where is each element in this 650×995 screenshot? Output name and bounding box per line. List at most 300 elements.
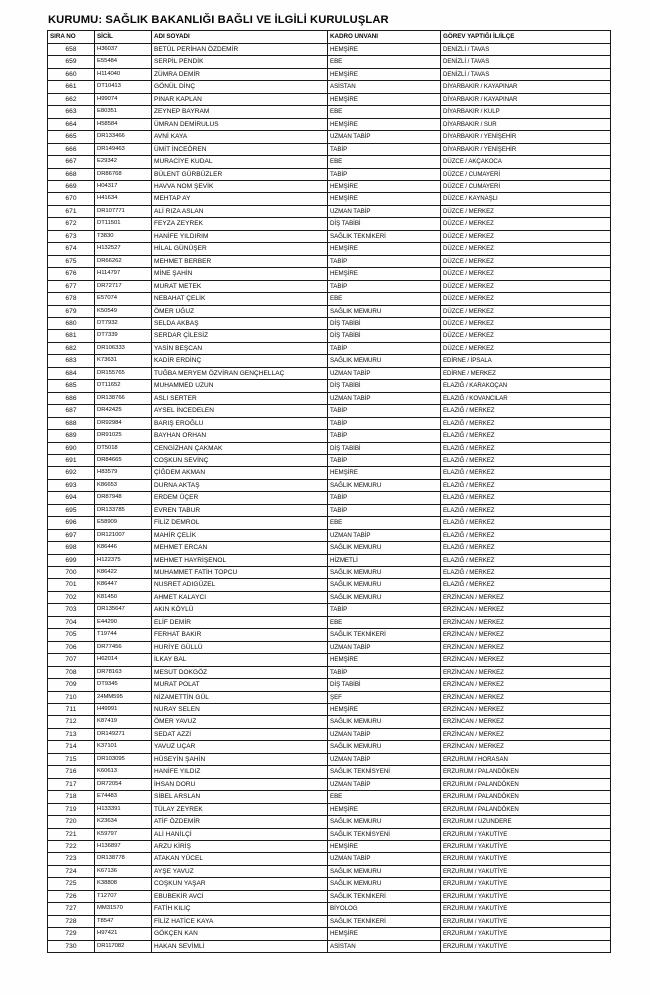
table-row bbox=[48, 641, 611, 653]
cell-gorev: ELAZIĞ / MERKEZ bbox=[441, 479, 611, 491]
cell-sicil: E55484 bbox=[95, 56, 152, 68]
cell-sira: 720 bbox=[48, 816, 95, 828]
cell-gorev: ELAZIĞ / MERKEZ bbox=[441, 567, 611, 579]
cell-kadro: HİZMETLİ bbox=[328, 554, 441, 566]
cell-kadro: EBE bbox=[328, 106, 441, 118]
cell-sira: 717 bbox=[48, 778, 95, 790]
cell-kadro: DİŞ TABİBİ bbox=[328, 218, 441, 230]
cell-sira: 679 bbox=[48, 305, 95, 317]
cell-sira: 697 bbox=[48, 529, 95, 541]
table-row bbox=[48, 355, 611, 367]
table-row bbox=[48, 106, 611, 118]
table-row bbox=[48, 903, 611, 915]
cell-sicil: DR117082 bbox=[95, 940, 152, 952]
cell-kadro: SAĞLIK MEMURU bbox=[328, 741, 441, 753]
cell-ad: NEBAHAT ÇELİK bbox=[152, 293, 328, 305]
cell-gorev: ELAZIĞ / MERKEZ bbox=[441, 454, 611, 466]
cell-gorev: DÜZCE / KAYNAŞLI bbox=[441, 193, 611, 205]
cell-kadro: ASİSTAN bbox=[328, 940, 441, 952]
cell-sicil: T3830 bbox=[95, 230, 152, 242]
cell-kadro: TABİP bbox=[328, 492, 441, 504]
table-row bbox=[48, 542, 611, 554]
cell-sira: 685 bbox=[48, 380, 95, 392]
cell-kadro: SAĞLIK TEKNİKERİ bbox=[328, 230, 441, 242]
cell-sicil: K86653 bbox=[95, 479, 152, 491]
cell-ad: EBUBEKİR AVCİ bbox=[152, 890, 328, 902]
cell-gorev: ERZURUM / YAKUTİYE bbox=[441, 841, 611, 853]
cell-gorev: DENİZLİ / TAVAS bbox=[441, 44, 611, 56]
cell-kadro: DİŞ TABİBİ bbox=[328, 442, 441, 454]
cell-sicil: E80351 bbox=[95, 106, 152, 118]
cell-ad: PINAR KAPLAN bbox=[152, 93, 328, 105]
cell-ad: BAYHAN ORHAN bbox=[152, 430, 328, 442]
cell-gorev: ERZURUM / YAKUTİYE bbox=[441, 878, 611, 890]
cell-kadro: HEMŞİRE bbox=[328, 44, 441, 56]
cell-sicil: DR77456 bbox=[95, 641, 152, 653]
cell-gorev: ERZURUM / YAKUTİYE bbox=[441, 865, 611, 877]
cell-sicil: DR84665 bbox=[95, 454, 152, 466]
cell-kadro: SAĞLIK MEMURU bbox=[328, 542, 441, 554]
cell-ad: HİLAL GÜNÜŞER bbox=[152, 243, 328, 255]
cell-sicil: DR42425 bbox=[95, 405, 152, 417]
cell-gorev: ERZURUM / PALANDÖKEN bbox=[441, 803, 611, 815]
cell-sicil: DR87948 bbox=[95, 492, 152, 504]
cell-sicil: T12707 bbox=[95, 890, 152, 902]
cell-kadro: DİŞ TABİBİ bbox=[328, 330, 441, 342]
table-row bbox=[48, 679, 611, 691]
cell-gorev: DÜZCE / AKÇAKOCA bbox=[441, 156, 611, 168]
cell-gorev: ELAZIĞ / KOVANCILAR bbox=[441, 392, 611, 404]
cell-kadro: SAĞLIK MEMURU bbox=[328, 305, 441, 317]
cell-sicil: K86422 bbox=[95, 567, 152, 579]
cell-sira: 706 bbox=[48, 641, 95, 653]
table-row bbox=[48, 928, 611, 940]
cell-kadro: UZMAN TABİP bbox=[328, 853, 441, 865]
cell-sira: 665 bbox=[48, 131, 95, 143]
cell-sicil: DR72054 bbox=[95, 778, 152, 790]
cell-kadro: HEMŞİRE bbox=[328, 841, 441, 853]
cell-sicil: DR78163 bbox=[95, 666, 152, 678]
cell-sira: 704 bbox=[48, 616, 95, 628]
cell-sira: 673 bbox=[48, 230, 95, 242]
cell-gorev: DÜZCE / MERKEZ bbox=[441, 317, 611, 329]
cell-kadro: SAĞLIK MEMURU bbox=[328, 355, 441, 367]
cell-sira: 681 bbox=[48, 330, 95, 342]
cell-sicil: DT5018 bbox=[95, 442, 152, 454]
table-row bbox=[48, 118, 611, 130]
cell-ad: MEHTAP AY bbox=[152, 193, 328, 205]
cell-ad: ELİF DEMİR bbox=[152, 616, 328, 628]
cell-kadro: HEMŞİRE bbox=[328, 467, 441, 479]
table-row bbox=[48, 766, 611, 778]
cell-gorev: DİYARBAKIR / SUR bbox=[441, 118, 611, 130]
cell-gorev: DÜZCE / MERKEZ bbox=[441, 205, 611, 217]
cell-sicil: H49991 bbox=[95, 704, 152, 716]
cell-ad: ÖMER YAVUZ bbox=[152, 716, 328, 728]
cell-gorev: ELAZIĞ / MERKEZ bbox=[441, 504, 611, 516]
cell-ad: ALİ RIZA ASLAN bbox=[152, 205, 328, 217]
cell-gorev: DÜZCE / MERKEZ bbox=[441, 218, 611, 230]
table-row bbox=[48, 629, 611, 641]
cell-sicil: H58584 bbox=[95, 118, 152, 130]
cell-sira: 658 bbox=[48, 44, 95, 56]
cell-gorev: ELAZIĞ / MERKEZ bbox=[441, 467, 611, 479]
cell-ad: ZEYNEP BAYRAM bbox=[152, 106, 328, 118]
cell-ad: DURNA AKTAŞ bbox=[152, 479, 328, 491]
cell-gorev: ERZURUM / YAKUTİYE bbox=[441, 928, 611, 940]
cell-gorev: DİYARBAKIR / KULP bbox=[441, 106, 611, 118]
cell-ad: MUHAMMED UZUN bbox=[152, 380, 328, 392]
cell-gorev: ELAZIĞ / KARAKOÇAN bbox=[441, 380, 611, 392]
cell-kadro: HEMŞİRE bbox=[328, 704, 441, 716]
cell-kadro: SAĞLIK MEMURU bbox=[328, 865, 441, 877]
cell-ad: HAVVA NOM ŞEVİK bbox=[152, 180, 328, 192]
cell-sicil: K50549 bbox=[95, 305, 152, 317]
cell-sira: 710 bbox=[48, 691, 95, 703]
cell-sicil: K67136 bbox=[95, 865, 152, 877]
cell-ad: SİBEL ARSLAN bbox=[152, 791, 328, 803]
cell-kadro: SAĞLIK MEMURU bbox=[328, 816, 441, 828]
table-row bbox=[48, 579, 611, 591]
table-row bbox=[48, 180, 611, 192]
cell-gorev: ERZURUM / PALANDÖKEN bbox=[441, 778, 611, 790]
cell-sicil: H36037 bbox=[95, 44, 152, 56]
cell-sicil: H97421 bbox=[95, 928, 152, 940]
cell-ad: FATİH KILIÇ bbox=[152, 903, 328, 915]
cell-sira: 718 bbox=[48, 791, 95, 803]
cell-sira: 678 bbox=[48, 293, 95, 305]
cell-gorev: ELAZIĞ / MERKEZ bbox=[441, 579, 611, 591]
cell-sicil: H132527 bbox=[95, 243, 152, 255]
cell-kadro: UZMAN TABİP bbox=[328, 641, 441, 653]
table-row bbox=[48, 317, 611, 329]
cell-sira: 716 bbox=[48, 766, 95, 778]
cell-kadro: HEMŞİRE bbox=[328, 180, 441, 192]
cell-sicil: E44290 bbox=[95, 616, 152, 628]
cell-ad: ATAKAN YÜCEL bbox=[152, 853, 328, 865]
cell-gorev: ERZURUM / YAKUTİYE bbox=[441, 890, 611, 902]
cell-ad: BÜLENT GÜRBÜZLER bbox=[152, 168, 328, 180]
cell-gorev: EDİRNE / İPSALA bbox=[441, 355, 611, 367]
table-row bbox=[48, 193, 611, 205]
cell-sira: 711 bbox=[48, 704, 95, 716]
cell-sira: 722 bbox=[48, 841, 95, 853]
cell-gorev: DİYARBAKIR / KAYAPINAR bbox=[441, 81, 611, 93]
cell-sira: 700 bbox=[48, 567, 95, 579]
cell-ad: YAVUZ UÇAR bbox=[152, 741, 328, 753]
cell-sira: 728 bbox=[48, 915, 95, 927]
cell-sicil: DT9345 bbox=[95, 679, 152, 691]
cell-sicil: DR92984 bbox=[95, 417, 152, 429]
table-row bbox=[48, 156, 611, 168]
cell-gorev: ELAZIĞ / MERKEZ bbox=[441, 442, 611, 454]
cell-gorev: DİYARBAKIR / YENİŞEHİR bbox=[441, 131, 611, 143]
table-row bbox=[48, 704, 611, 716]
cell-ad: ALİ HANİLÇİ bbox=[152, 828, 328, 840]
table-row bbox=[48, 305, 611, 317]
cell-sira: 699 bbox=[48, 554, 95, 566]
cell-kadro: TABİP bbox=[328, 504, 441, 516]
table-row bbox=[48, 828, 611, 840]
cell-gorev: ERZİNCAN / MERKEZ bbox=[441, 741, 611, 753]
cell-sira: 688 bbox=[48, 417, 95, 429]
cell-sicil: DR138778 bbox=[95, 853, 152, 865]
cell-sicil: H99074 bbox=[95, 93, 152, 105]
cell-ad: MURAT METEK bbox=[152, 280, 328, 292]
cell-gorev: ERZURUM / YAKUTİYE bbox=[441, 903, 611, 915]
cell-ad: KADİR ERDİNÇ bbox=[152, 355, 328, 367]
cell-kadro: HEMŞİRE bbox=[328, 93, 441, 105]
table-row bbox=[48, 93, 611, 105]
cell-ad: MUHAMMET FATİH TOPCU bbox=[152, 567, 328, 579]
cell-sira: 684 bbox=[48, 367, 95, 379]
cell-ad: SELDA AKBAŞ bbox=[152, 317, 328, 329]
cell-ad: FİLİZ DEMROL bbox=[152, 517, 328, 529]
table-row bbox=[48, 816, 611, 828]
table-row bbox=[48, 753, 611, 765]
table-row bbox=[48, 405, 611, 417]
cell-sira: 703 bbox=[48, 604, 95, 616]
cell-ad: SEDAT AZZİ bbox=[152, 728, 328, 740]
cell-ad: MAHİR ÇELİK bbox=[152, 529, 328, 541]
cell-kadro: EBE bbox=[328, 293, 441, 305]
cell-kadro: EBE bbox=[328, 56, 441, 68]
cell-kadro: UZMAN TABİP bbox=[328, 367, 441, 379]
cell-sira: 669 bbox=[48, 180, 95, 192]
cell-sicil: T8547 bbox=[95, 915, 152, 927]
cell-sira: 723 bbox=[48, 853, 95, 865]
cell-gorev: DÜZCE / MERKEZ bbox=[441, 243, 611, 255]
table-row bbox=[48, 666, 611, 678]
cell-sicil: K23634 bbox=[95, 816, 152, 828]
cell-gorev: ERZİNCAN / MERKEZ bbox=[441, 641, 611, 653]
cell-sicil: H04317 bbox=[95, 180, 152, 192]
cell-sicil: H62014 bbox=[95, 654, 152, 666]
cell-sira: 729 bbox=[48, 928, 95, 940]
cell-sira: 680 bbox=[48, 317, 95, 329]
cell-gorev: DÜZCE / MERKEZ bbox=[441, 342, 611, 354]
cell-sicil: MM31570 bbox=[95, 903, 152, 915]
cell-ad: BARIŞ EROĞLU bbox=[152, 417, 328, 429]
table-row bbox=[48, 691, 611, 703]
cell-gorev: ERZİNCAN / MERKEZ bbox=[441, 591, 611, 603]
cell-gorev: ERZURUM / UZUNDERE bbox=[441, 816, 611, 828]
cell-sicil: E29342 bbox=[95, 156, 152, 168]
cell-kadro: ŞEF bbox=[328, 691, 441, 703]
cell-sira: 690 bbox=[48, 442, 95, 454]
cell-kadro: HEMŞİRE bbox=[328, 243, 441, 255]
personnel-table bbox=[47, 30, 611, 953]
cell-sicil: E74483 bbox=[95, 791, 152, 803]
table-row bbox=[48, 143, 611, 155]
cell-kadro: EBE bbox=[328, 156, 441, 168]
cell-kadro: SAĞLIK TEKNİKERİ bbox=[328, 890, 441, 902]
table-row bbox=[48, 81, 611, 93]
cell-sicil: DR149271 bbox=[95, 728, 152, 740]
table-row bbox=[48, 654, 611, 666]
cell-sira: 664 bbox=[48, 118, 95, 130]
cell-gorev: ERZİNCAN / MERKEZ bbox=[441, 666, 611, 678]
table-row bbox=[48, 728, 611, 740]
table-row bbox=[48, 878, 611, 890]
cell-sicil: DR91025 bbox=[95, 430, 152, 442]
cell-kadro: TABİP bbox=[328, 454, 441, 466]
cell-sicil: DR86768 bbox=[95, 168, 152, 180]
cell-sira: 724 bbox=[48, 865, 95, 877]
cell-ad: ÖMER UĞUZ bbox=[152, 305, 328, 317]
cell-gorev: ERZURUM / YAKUTİYE bbox=[441, 940, 611, 952]
cell-sira: 698 bbox=[48, 542, 95, 554]
cell-gorev: DİYARBAKIR / KAYAPINAR bbox=[441, 93, 611, 105]
column-header-adi-soyadi: ADI SOYADI bbox=[152, 31, 328, 44]
table-row bbox=[48, 168, 611, 180]
table-row bbox=[48, 567, 611, 579]
cell-ad: HANİFE YILDIZ bbox=[152, 766, 328, 778]
table-row bbox=[48, 367, 611, 379]
table-row bbox=[48, 380, 611, 392]
cell-sira: 695 bbox=[48, 504, 95, 516]
cell-kadro: UZMAN TABİP bbox=[328, 131, 441, 143]
cell-gorev: DÜZCE / CUMAYERİ bbox=[441, 168, 611, 180]
cell-ad: AYŞE YAVUZ bbox=[152, 865, 328, 877]
table-row bbox=[48, 392, 611, 404]
cell-sicil: DR155765 bbox=[95, 367, 152, 379]
cell-ad: AYSEL İNCEDELEN bbox=[152, 405, 328, 417]
cell-ad: MURAT POLAT bbox=[152, 679, 328, 691]
cell-gorev: ERZİNCAN / MERKEZ bbox=[441, 716, 611, 728]
cell-gorev: ERZURUM / PALANDÖKEN bbox=[441, 791, 611, 803]
cell-sicil: DT11652 bbox=[95, 380, 152, 392]
cell-ad: COŞKUN SEVİNÇ bbox=[152, 454, 328, 466]
cell-sicil: DR133466 bbox=[95, 131, 152, 143]
cell-gorev: ERZİNCAN / MERKEZ bbox=[441, 616, 611, 628]
cell-sira: 727 bbox=[48, 903, 95, 915]
cell-sira: 659 bbox=[48, 56, 95, 68]
cell-kadro: UZMAN TABİP bbox=[328, 205, 441, 217]
cell-kadro: SAĞLIK MEMURU bbox=[328, 567, 441, 579]
cell-ad: SERDAR ÇİLESİZ bbox=[152, 330, 328, 342]
cell-kadro: SAĞLIK MEMURU bbox=[328, 591, 441, 603]
cell-sicil: E58909 bbox=[95, 517, 152, 529]
cell-kadro: TABİP bbox=[328, 666, 441, 678]
table-row bbox=[48, 56, 611, 68]
table-row bbox=[48, 68, 611, 80]
cell-sicil: DT10413 bbox=[95, 81, 152, 93]
cell-sicil: DR121007 bbox=[95, 529, 152, 541]
cell-gorev: ELAZIĞ / MERKEZ bbox=[441, 417, 611, 429]
cell-sicil: K86446 bbox=[95, 542, 152, 554]
cell-ad: ATİF ÖZDEMİR bbox=[152, 816, 328, 828]
cell-gorev: DÜZCE / MERKEZ bbox=[441, 330, 611, 342]
cell-ad: ARZU KİRİŞ bbox=[152, 841, 328, 853]
cell-ad: HAKAN SEVİMLİ bbox=[152, 940, 328, 952]
cell-gorev: ELAZIĞ / MERKEZ bbox=[441, 529, 611, 541]
cell-sira: 708 bbox=[48, 666, 95, 678]
cell-sira: 672 bbox=[48, 218, 95, 230]
cell-kadro: TABİP bbox=[328, 280, 441, 292]
page-title: KURUMU: SAĞLIK BAKANLIĞI BAĞLI VE İLGİLİ KURULUŞLAR bbox=[48, 14, 389, 26]
table-row bbox=[48, 841, 611, 853]
cell-ad: ZÜMRA DEMİR bbox=[152, 68, 328, 80]
cell-sira: 696 bbox=[48, 517, 95, 529]
column-header-sicil: SİCİL bbox=[95, 31, 152, 44]
cell-sicil: DR133785 bbox=[95, 504, 152, 516]
cell-sicil: H114797 bbox=[95, 268, 152, 280]
cell-gorev: ELAZIĞ / MERKEZ bbox=[441, 430, 611, 442]
cell-sira: 730 bbox=[48, 940, 95, 952]
table-row bbox=[48, 865, 611, 877]
cell-sira: 714 bbox=[48, 741, 95, 753]
cell-sicil: 24MM595 bbox=[95, 691, 152, 703]
table-row bbox=[48, 915, 611, 927]
cell-sicil: DR107771 bbox=[95, 205, 152, 217]
cell-ad: GÖNÜL DİNÇ bbox=[152, 81, 328, 93]
cell-ad: NURAY SELEN bbox=[152, 704, 328, 716]
cell-gorev: DÜZCE / MERKEZ bbox=[441, 305, 611, 317]
cell-kadro: TABİP bbox=[328, 430, 441, 442]
cell-gorev: DENİZLİ / TAVAS bbox=[441, 68, 611, 80]
cell-sicil: DR149463 bbox=[95, 143, 152, 155]
table-row bbox=[48, 293, 611, 305]
cell-sira: 726 bbox=[48, 890, 95, 902]
cell-ad: AHMET KALAYCI bbox=[152, 591, 328, 603]
cell-sicil: DR135647 bbox=[95, 604, 152, 616]
column-header-kadro-unvani: KADRO UNVANI bbox=[328, 31, 441, 44]
table-row bbox=[48, 504, 611, 516]
cell-ad: COŞKUN YAŞAR bbox=[152, 878, 328, 890]
cell-kadro: HEMŞİRE bbox=[328, 928, 441, 940]
cell-ad: HURİYE GÜLLÜ bbox=[152, 641, 328, 653]
cell-kadro: UZMAN TABİP bbox=[328, 778, 441, 790]
cell-sicil: H114040 bbox=[95, 68, 152, 80]
cell-sira: 671 bbox=[48, 205, 95, 217]
cell-gorev: EDİRNE / MERKEZ bbox=[441, 367, 611, 379]
cell-gorev: ELAZIĞ / MERKEZ bbox=[441, 554, 611, 566]
cell-sira: 707 bbox=[48, 654, 95, 666]
cell-sicil: K37101 bbox=[95, 741, 152, 753]
cell-ad: HANİFE YILDIRIM bbox=[152, 230, 328, 242]
cell-kadro: HEMŞİRE bbox=[328, 68, 441, 80]
cell-ad: ÜMRAN DEMİRULUS bbox=[152, 118, 328, 130]
cell-gorev: ERZURUM / PALANDÖKEN bbox=[441, 766, 611, 778]
cell-ad: MEHMET ERCAN bbox=[152, 542, 328, 554]
table-row bbox=[48, 803, 611, 815]
cell-sira: 663 bbox=[48, 106, 95, 118]
table-header bbox=[48, 31, 611, 44]
cell-sicil: H133391 bbox=[95, 803, 152, 815]
cell-kadro: HEMŞİRE bbox=[328, 118, 441, 130]
cell-kadro: TABİP bbox=[328, 342, 441, 354]
cell-sira: 687 bbox=[48, 405, 95, 417]
table-row bbox=[48, 604, 611, 616]
table-row bbox=[48, 890, 611, 902]
cell-sira: 662 bbox=[48, 93, 95, 105]
cell-sicil: K81450 bbox=[95, 591, 152, 603]
cell-gorev: DÜZCE / MERKEZ bbox=[441, 280, 611, 292]
table-row bbox=[48, 268, 611, 280]
cell-sira: 702 bbox=[48, 591, 95, 603]
cell-sira: 674 bbox=[48, 243, 95, 255]
cell-sicil: K87419 bbox=[95, 716, 152, 728]
table-row bbox=[48, 218, 611, 230]
cell-sira: 667 bbox=[48, 156, 95, 168]
column-header-sira-no: SIRA NO bbox=[48, 31, 95, 44]
table-row bbox=[48, 205, 611, 217]
cell-ad: TÜLAY ZEYREK bbox=[152, 803, 328, 815]
cell-gorev: DÜZCE / MERKEZ bbox=[441, 268, 611, 280]
table-row bbox=[48, 280, 611, 292]
cell-sira: 709 bbox=[48, 679, 95, 691]
